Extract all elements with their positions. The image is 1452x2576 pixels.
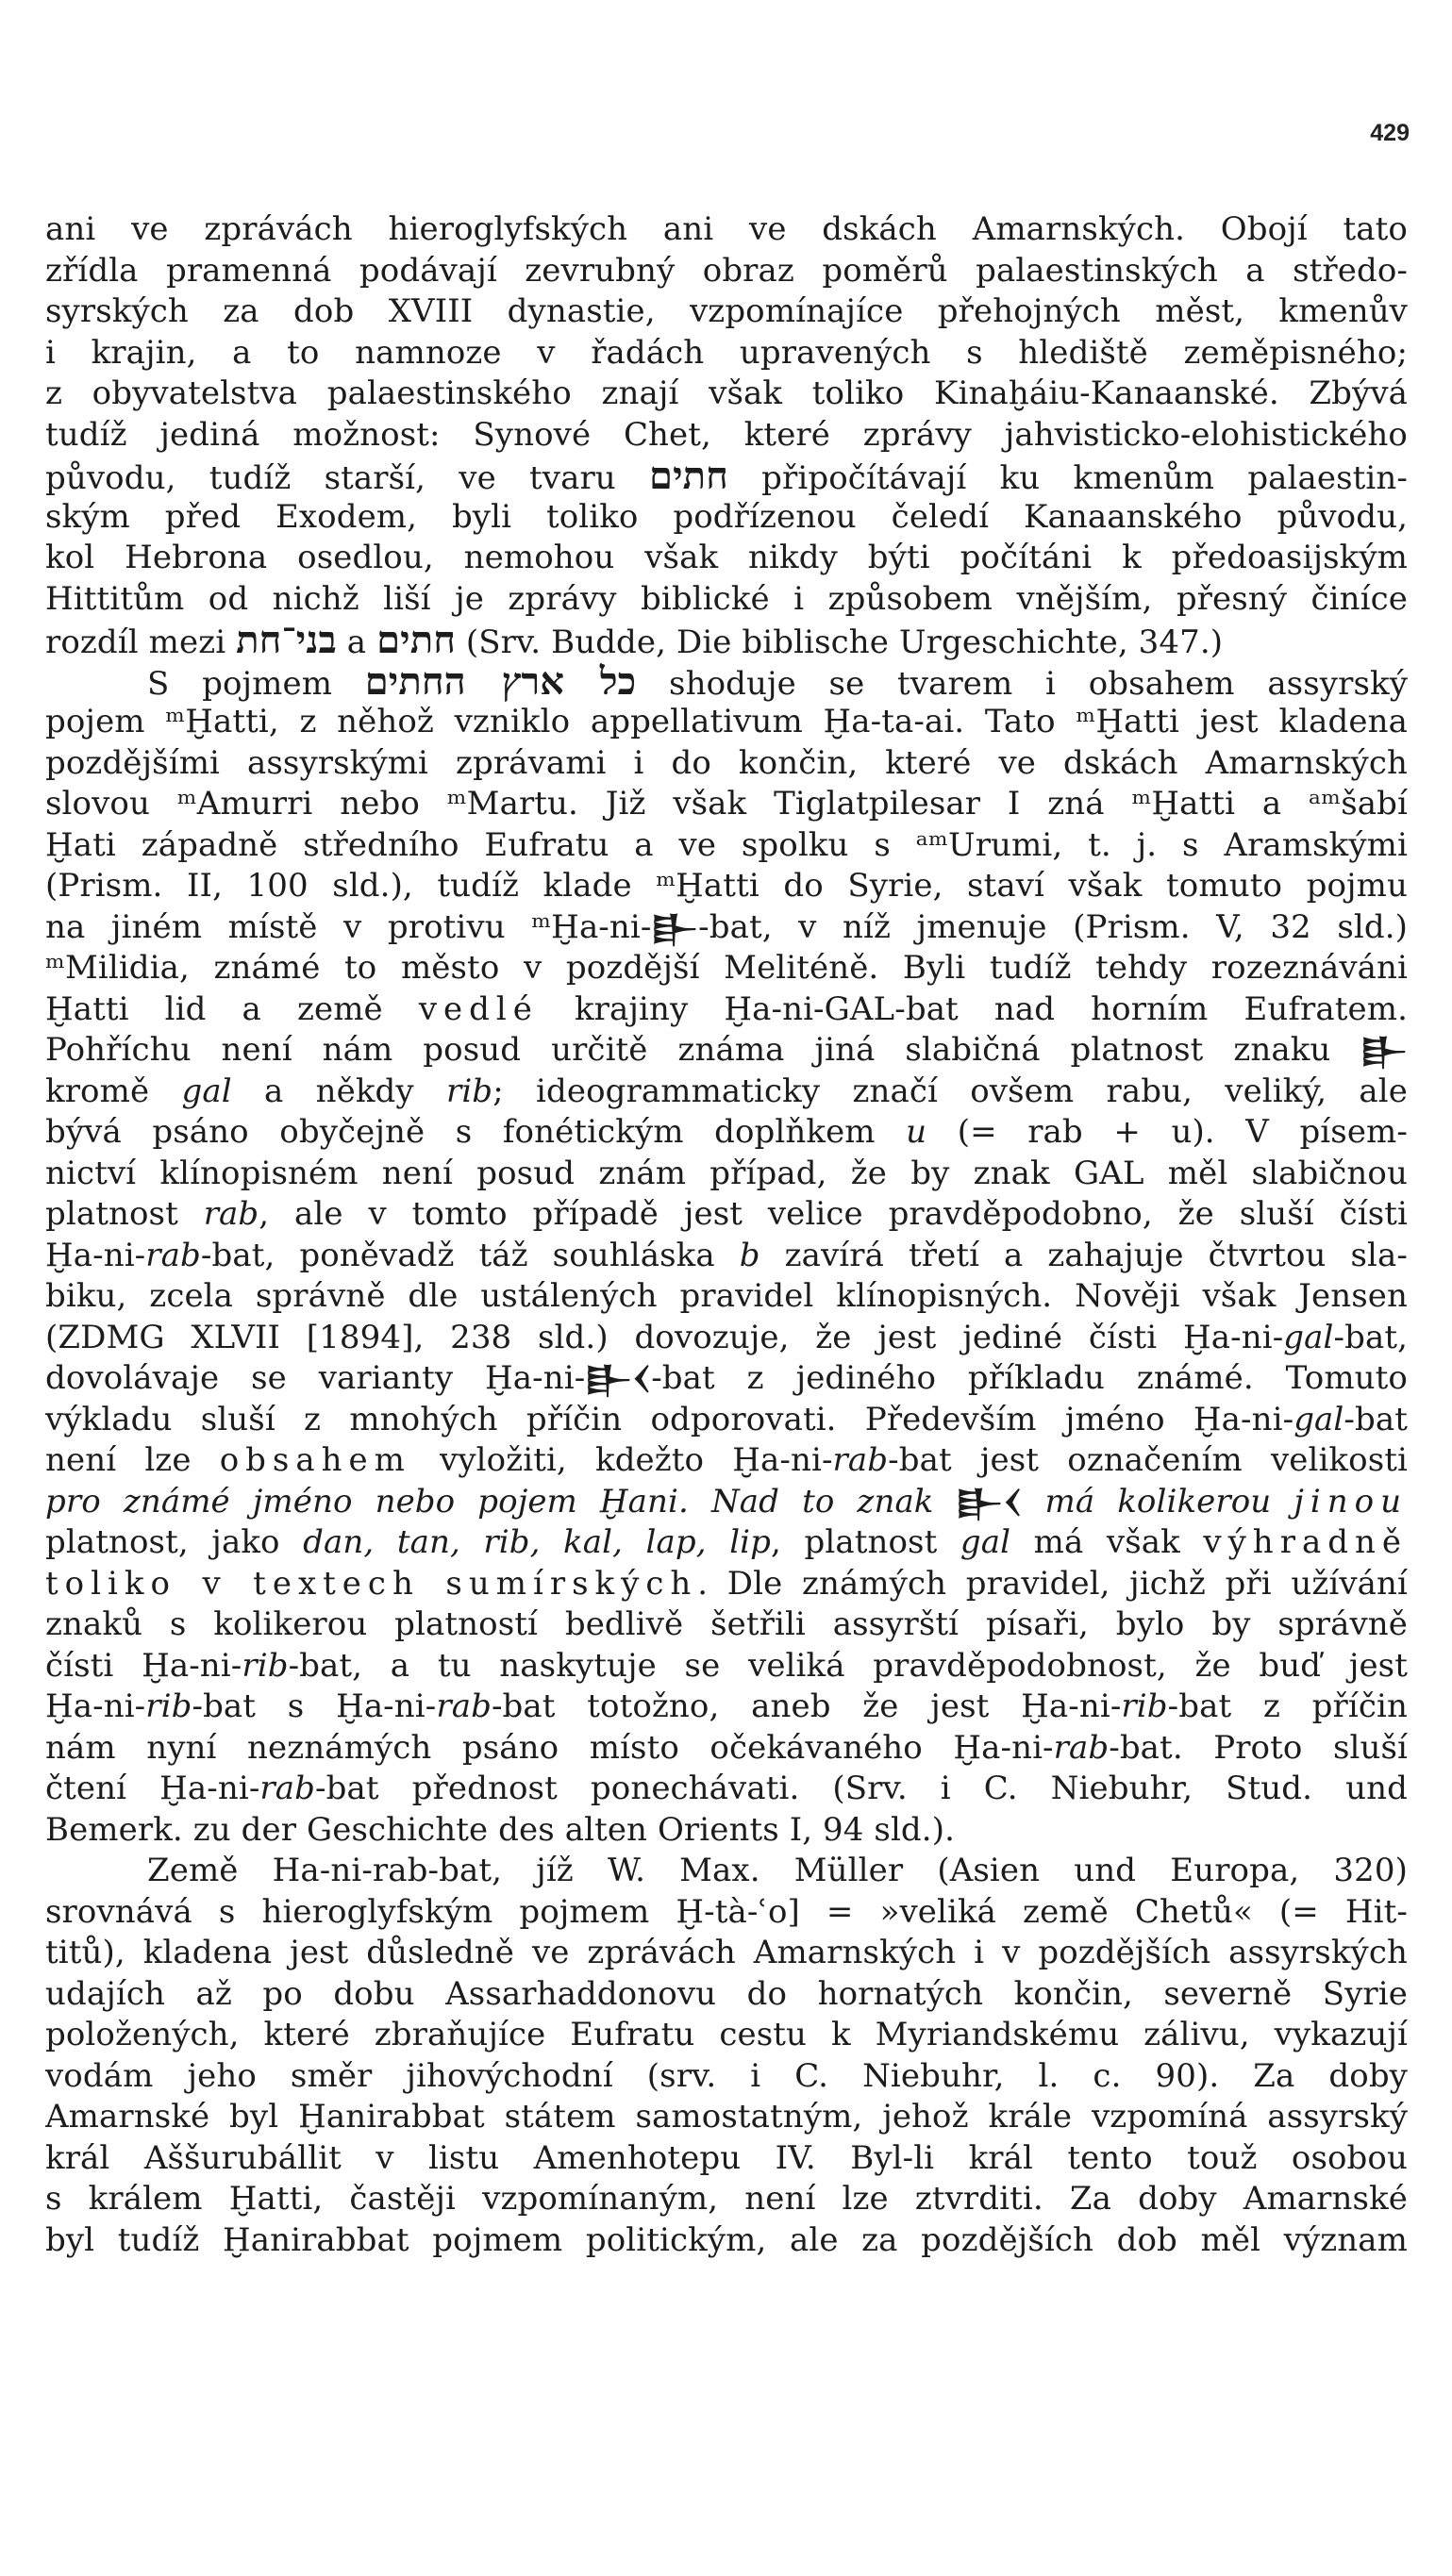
text-line bbox=[45, 497, 1408, 539]
text-segment: -bat přednost ponechávati. (Srv. i C. Niebuhr, Stud. und bbox=[315, 1770, 1408, 1807]
text-segment: rab bbox=[436, 1687, 492, 1725]
text-line bbox=[45, 415, 1408, 457]
text-segment: . Dle známých pravidel, jichž při užívání bbox=[697, 1564, 1408, 1603]
text-segment: nictví klínopisném není posud znám případ, že by znak GAL měl slabičnou bbox=[45, 1154, 1408, 1192]
text-segment: ani ve zprávách hieroglyfských ani ve dskách Amarnských. Obojí tato bbox=[45, 210, 1408, 248]
text-line bbox=[45, 251, 1408, 292]
text-segment: Hittitům od nichž liší je zprávy biblické i způsobem vnějším, přesný činíce bbox=[45, 579, 1408, 618]
text-segment: dan, tan, rib, kal, lap, lip bbox=[303, 1523, 772, 1561]
text-line bbox=[45, 1769, 1408, 1810]
text-segment: gal bbox=[181, 1072, 232, 1110]
text-segment: -bat z jediného příkladu známé. Tomuto bbox=[651, 1359, 1408, 1397]
text-segment: i krajin, a to namnoze v řadách upravených s hlediště zeměpisného; bbox=[45, 333, 1408, 372]
text-line bbox=[45, 1318, 1408, 1359]
text-segment: u bbox=[906, 1113, 927, 1151]
text-segment: rab bbox=[145, 1236, 201, 1274]
text-segment: s králem Ḫatti, častěji vzpomínaným, není lze ztvrditi. Za doby Amarnské bbox=[45, 2180, 1408, 2218]
text-line bbox=[45, 1892, 1408, 1934]
text-line bbox=[45, 538, 1408, 579]
text-segment: vedlé bbox=[418, 989, 539, 1028]
text-segment: čísti Ḫa-ni- bbox=[45, 1646, 242, 1685]
text-segment: nám nyní neznámých psáno místo očekávaného Ḫa-ni- bbox=[45, 1728, 1054, 1767]
text-line bbox=[45, 1400, 1408, 1441]
text-line bbox=[45, 579, 1408, 621]
text-line bbox=[45, 1728, 1408, 1770]
text-segment: shoduje se tvarem i obsahem assyrský bbox=[636, 664, 1408, 702]
text-segment: není lze bbox=[45, 1441, 220, 1479]
body-text bbox=[45, 209, 1408, 2261]
text-line bbox=[45, 1440, 1408, 1482]
text-segment: platnost bbox=[45, 1195, 204, 1233]
text-segment: rib bbox=[1121, 1687, 1168, 1725]
text-segment: rab bbox=[832, 1441, 889, 1479]
text-line bbox=[45, 2015, 1408, 2056]
text-segment: znaků s kolikerou platností bedlivě šetřili assyrští písaři, bylo by správně bbox=[45, 1605, 1408, 1643]
text-segment: má však bbox=[1010, 1523, 1204, 1561]
text-segment: -bat, poněvadž táž souhláska bbox=[200, 1236, 740, 1274]
text-line bbox=[45, 1564, 1408, 1605]
text-segment: obsahem bbox=[219, 1441, 411, 1479]
text-segment: -bat, a tu naskytuje se veliká pravděpodobnost, že buď jest bbox=[288, 1646, 1408, 1685]
text-segment: b bbox=[739, 1236, 760, 1274]
text-segment: , platnost bbox=[771, 1523, 960, 1561]
text-segment: ským před Exodem, byli toliko podřízenou čeledí Kanaanského původu, bbox=[45, 497, 1408, 536]
text-line bbox=[45, 1154, 1408, 1195]
text-segment: vodám jeho směr jihovýchodní (srv. i C. Niebuhr, l. c. 90). Za doby bbox=[45, 2056, 1408, 2095]
text-segment: pro známé jméno nebo pojem Ḫani. Nad to znak bbox=[45, 1482, 957, 1521]
text-line bbox=[45, 1687, 1408, 1728]
text-segment: čtení Ḫa-ni- bbox=[45, 1770, 260, 1807]
cuneiform-sign: 𒃲 bbox=[1360, 1032, 1408, 1068]
text-segment: (= rab + u). V písem- bbox=[926, 1113, 1408, 1151]
text-segment: platnost, jako bbox=[45, 1523, 304, 1561]
text-line bbox=[45, 2056, 1408, 2098]
text-segment: výhradně bbox=[1203, 1523, 1408, 1561]
text-segment: kromě bbox=[45, 1072, 182, 1110]
hebrew-text: כל ארץ החתים bbox=[364, 660, 637, 702]
text-segment: Ḫa-ni- bbox=[45, 1236, 146, 1274]
text-line bbox=[45, 702, 1408, 743]
text-segment: a bbox=[336, 623, 377, 661]
text-segment: gal bbox=[1283, 1318, 1334, 1356]
text-line bbox=[45, 374, 1408, 415]
text-line bbox=[45, 209, 1408, 251]
text-line bbox=[45, 989, 1408, 1031]
text-segment: syrských za dob XVIII dynastie, vzpomínajíce přehojných měst, kmenův bbox=[45, 292, 1408, 330]
text-segment: zavírá třetí a zahajuje čtvrtou sla- bbox=[759, 1236, 1408, 1274]
text-line bbox=[45, 1030, 1408, 1072]
text-segment: -bat totožno, aneb že jest Ḫa-ni- bbox=[491, 1687, 1122, 1725]
text-segment: gal bbox=[960, 1523, 1011, 1561]
paragraph bbox=[45, 209, 1408, 661]
text-segment: ᵐMilidia, známé to město v pozdější Meliténě. Byli tudíž tehdy rozeznáváni bbox=[45, 949, 1408, 987]
text-segment: bývá psáno obyčejně s fonétickým doplňkem bbox=[45, 1113, 907, 1151]
text-segment: dovolávaje se varianty Ḫa-ni- bbox=[45, 1359, 586, 1397]
text-line bbox=[45, 333, 1408, 374]
text-segment: z obyvatelstva palaestinského znají však toliko Kinaḫáiu-Kanaanské. Zbývá bbox=[45, 374, 1408, 412]
text-segment: Ḫatti lid a země bbox=[45, 989, 419, 1028]
text-segment: (ZDMG XLVII [1894], 238 sld.) dovozuje, že jest jediné čísti Ḫa-ni- bbox=[45, 1318, 1284, 1356]
text-segment: král Aššurubállit v listu Amenhotepu IV. Byl-li král tento touž osobou bbox=[45, 2138, 1408, 2177]
text-segment: vyložiti, kdežto Ḫa-ni- bbox=[410, 1441, 833, 1479]
paragraph bbox=[45, 1851, 1408, 2261]
text-segment: rab bbox=[1053, 1728, 1110, 1767]
text-segment: Bemerk. zu der Geschichte des alten Orients I, 94 sld.). bbox=[45, 1810, 955, 1849]
text-line bbox=[45, 1482, 1408, 1523]
text-line bbox=[45, 825, 1408, 867]
text-segment: a někdy bbox=[231, 1072, 446, 1110]
text-segment: tudíž jediná možnost: Synové Chet, které zprávy jahvisticko-elohistického bbox=[45, 415, 1408, 454]
text-line bbox=[45, 1276, 1408, 1318]
text-segment: udajích až po dobu Assarhaddonovu do hornatých končin, severně Syrie bbox=[45, 1974, 1408, 2013]
text-segment: na jiném místě v protivu ᵐḪa-ni- bbox=[45, 907, 652, 946]
text-line bbox=[45, 291, 1408, 333]
text-segment: rozdíl mezi bbox=[45, 623, 237, 661]
text-line bbox=[45, 1072, 1408, 1113]
text-segment: rab bbox=[259, 1770, 316, 1807]
text-line bbox=[45, 1522, 1408, 1564]
text-segment: (Srv. Budde, Die biblische Urgeschichte, 347.) bbox=[456, 623, 1224, 661]
text-line bbox=[45, 1851, 1408, 1892]
cuneiform-sign: 𒃲 bbox=[651, 908, 699, 945]
text-segment: toliko v textech sumírských bbox=[45, 1564, 698, 1603]
text-segment: rib bbox=[445, 1072, 493, 1110]
text-line bbox=[45, 1810, 1408, 1852]
text-line bbox=[45, 907, 1408, 949]
text-line bbox=[45, 1236, 1408, 1277]
text-segment: slovou ᵐAmurri nebo ᵐMartu. Již však Tiglatpilesar I zná ᵐḪatti a ᵃᵐšabí bbox=[45, 785, 1408, 823]
text-segment: Ḫati západně středního Eufratu a ve spolku s ᵃᵐUrumi, t. j. s Aramskými bbox=[45, 825, 1408, 864]
text-segment: pozdějšími assyrskými zprávami i do končin, které ve dskách Amarnských bbox=[45, 743, 1408, 782]
text-segment: titů), kladena jest důsledně ve zprávách Amarnských i v pozdějších assyrských bbox=[45, 1934, 1408, 1971]
text-segment: -bat, bbox=[1333, 1318, 1408, 1356]
text-segment: krajiny Ḫa-ni-GAL-bat nad horním Eufratem. bbox=[538, 989, 1408, 1028]
text-segment: -bat, v níž jmenuje (Prism. V, 32 sld.) bbox=[698, 907, 1408, 946]
text-segment: -bat jest označením velikosti bbox=[888, 1441, 1408, 1479]
text-line bbox=[45, 456, 1408, 497]
text-line bbox=[45, 866, 1408, 907]
text-segment: pojem ᵐḪatti, z něhož vzniklo appellativum Ḫa-ta-ai. Tato ᵐḪatti jest kladena bbox=[45, 703, 1408, 740]
text-segment: ; ideogrammaticky značí ovšem rabu, veliký, ale bbox=[492, 1072, 1408, 1110]
hebrew-text: חתים bbox=[649, 456, 728, 497]
text-segment: jinou bbox=[1293, 1482, 1408, 1521]
text-line bbox=[45, 2097, 1408, 2138]
text-line bbox=[45, 1646, 1408, 1687]
text-line bbox=[45, 2138, 1408, 2180]
text-segment: Ḫa-ni- bbox=[45, 1687, 146, 1725]
text-line bbox=[45, 1933, 1408, 1974]
page-number: 429 bbox=[1370, 120, 1410, 146]
text-segment: rib bbox=[145, 1687, 192, 1725]
text-segment: má kolikerou bbox=[1022, 1482, 1294, 1521]
text-segment: kol Hebrona osedlou, nemohou však nikdy býti počítáni k předoasijským bbox=[45, 539, 1408, 576]
text-segment: -bat z příčin bbox=[1167, 1687, 1408, 1725]
text-segment: (Prism. II, 100 sld.), tudíž klade ᵐḪatti do Syrie, staví však tomuto pojmu bbox=[45, 867, 1408, 905]
text-line bbox=[45, 1194, 1408, 1236]
text-segment: byl tudíž Ḫanirabbat pojmem politickým, ale za pozdějších dob měl význam bbox=[45, 2220, 1408, 2259]
text-line bbox=[45, 948, 1408, 989]
text-segment: zřídla pramenná podávají zevrubný obraz poměrů palaestinských a středo- bbox=[45, 251, 1408, 290]
text-segment: -bat bbox=[1344, 1400, 1408, 1438]
text-line bbox=[45, 2179, 1408, 2220]
text-segment: položených, které zbraňujíce Eufratu cestu k Myriandskému zálivu, vykazují bbox=[45, 2016, 1408, 2053]
text-segment: výkladu sluší z mnohých příčin odporovati. Především jméno Ḫa-ni- bbox=[45, 1400, 1294, 1438]
text-segment: S pojmem bbox=[147, 664, 365, 702]
hebrew-text: חתים bbox=[376, 620, 456, 661]
text-segment: připočítávají ku kmenům palaestin- bbox=[727, 459, 1408, 497]
cuneiform-sign: 𒃲𒌋 bbox=[956, 1483, 1023, 1520]
text-segment: biku, zcela správně dle ustálených pravidel klínopisných. Nověji však Jensen bbox=[45, 1277, 1408, 1315]
text-segment: -bat. Proto sluší bbox=[1109, 1728, 1408, 1767]
text-segment: , ale v tomto případě jest velice pravděpodobno, že sluší čísti bbox=[259, 1195, 1408, 1233]
hebrew-text: בני־חת bbox=[236, 620, 337, 661]
text-line bbox=[45, 1974, 1408, 2016]
text-segment: gal bbox=[1293, 1400, 1344, 1438]
text-segment: srovnává s hieroglyfským pojmem Ḫ-tà-ʿo] = »veliká země Chetů« (= Hit- bbox=[45, 1892, 1408, 1931]
text-segment: rib bbox=[242, 1646, 289, 1685]
text-segment: Amarnské byl Ḫanirabbat státem samostatným, jehož krále vzpomíná assyrský bbox=[45, 2098, 1408, 2136]
text-line bbox=[45, 784, 1408, 825]
text-line bbox=[45, 1358, 1408, 1400]
text-line bbox=[45, 1604, 1408, 1646]
text-line bbox=[45, 661, 1408, 703]
text-segment: rab bbox=[203, 1195, 259, 1233]
text-line bbox=[45, 2220, 1408, 2262]
text-line bbox=[45, 620, 1408, 661]
text-segment: -bat s Ḫa-ni- bbox=[192, 1687, 437, 1725]
text-segment: Země Ha-ni-rab-bat, jíž W. Max. Müller (Asien und Europa, 320) bbox=[147, 1852, 1408, 1889]
cuneiform-sign: 𒃲𒌋 bbox=[585, 1360, 652, 1396]
text-segment: původu, tudíž starší, ve tvaru bbox=[45, 459, 650, 497]
text-segment: Pohříchu není nám posud určitě známa jiná slabičná platnost znaku bbox=[45, 1031, 1361, 1069]
text-line bbox=[45, 1112, 1408, 1154]
paragraph bbox=[45, 661, 1408, 1852]
text-line bbox=[45, 743, 1408, 785]
